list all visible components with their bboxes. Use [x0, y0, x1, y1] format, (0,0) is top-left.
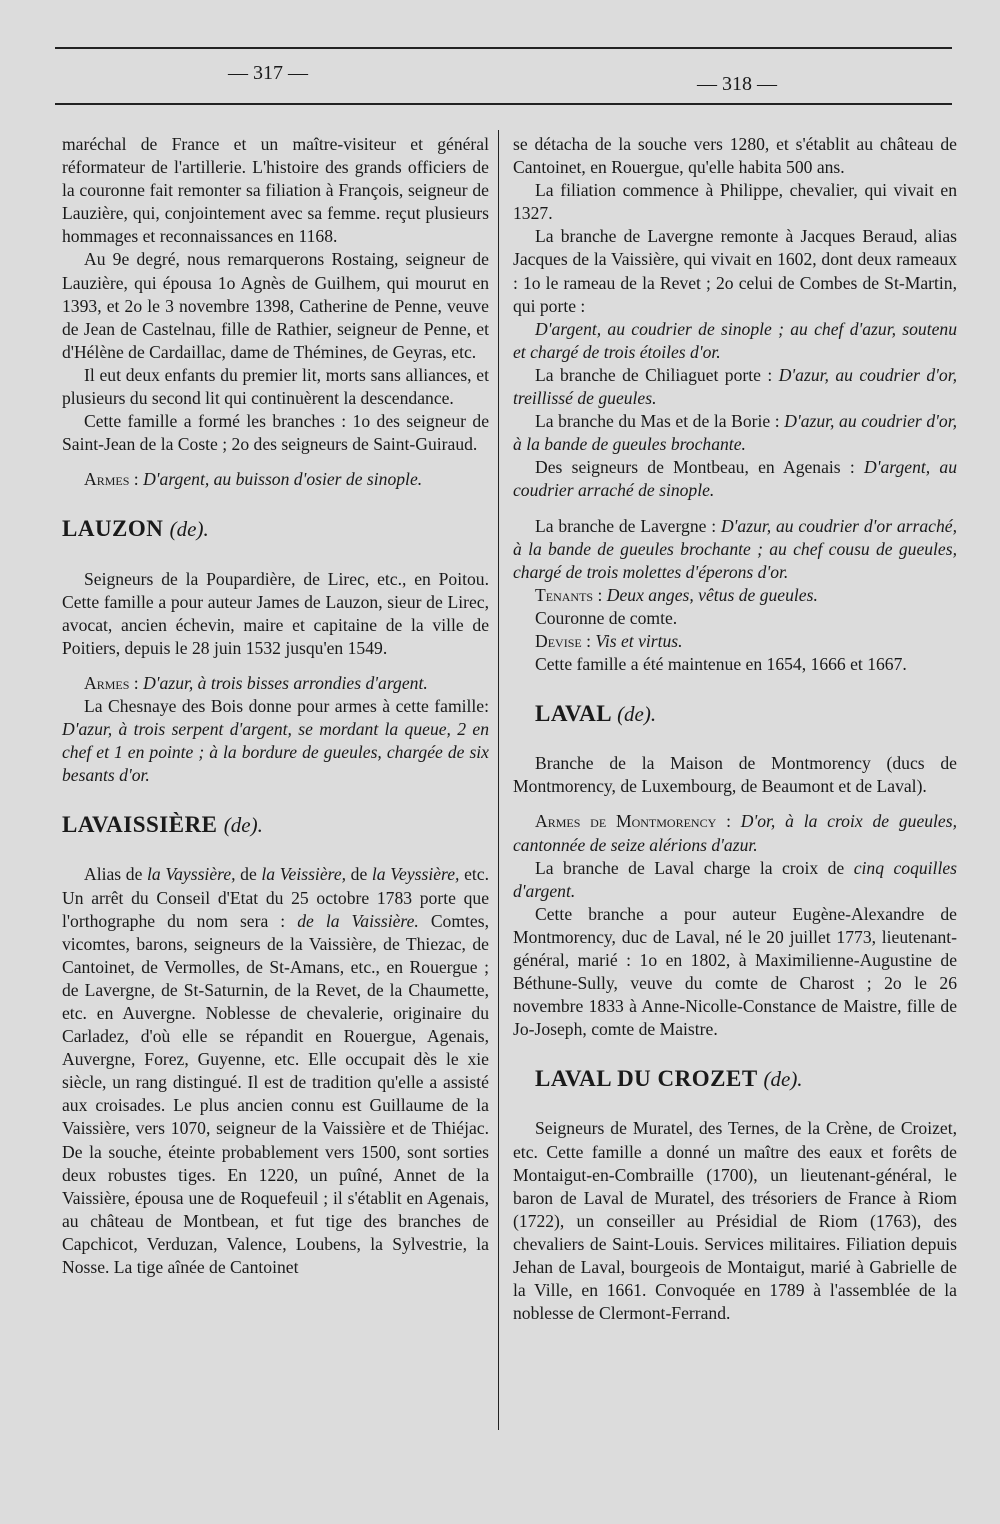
entry-particle: (de). — [617, 702, 657, 727]
column-divider — [498, 130, 499, 1430]
arms-label: Armes : — [84, 469, 139, 490]
blazon-paragraph — [513, 318, 957, 364]
paragraph: Cette branche a pour auteur Eugène-Alexandre de Montmorency, duc de Laval, né le 20 juillet 1773, lieutenant-général, marié : 1o en 1802, à Maximilienne-Augustine de Béthune-Sully, veuve du comte de Charost ; 2o le 26 novembre 1833 à Anne-Nicolle-Constance de Maistre, fille de Jo-Joseph, comte de Maistre. — [513, 903, 957, 1040]
blazon-run: D'azur, à trois serpent d'argent, se mordant la queue, 2 en chef et 1 en pointe ; à la bordure de gueules, chargée de six besants d'or. — [62, 719, 489, 786]
text-run: de — [350, 864, 368, 885]
arms-label: Armes : — [84, 672, 139, 693]
text-run: La branche du Mas et de la Borie : — [535, 411, 780, 432]
paragraph: Branche de la Maison de Montmorency (ducs de Montmorency, de Luxembourg, de Beaumont et de Laval). — [513, 753, 957, 797]
tenants-paragraph — [513, 584, 957, 607]
text-run: Des seigneurs de Montbeau, en Agenais : — [535, 457, 855, 478]
blazon-run: D'azur, au coudrier d'or arraché, à la bande de gueules brochante ; au chef cousu de gueules, chargé de trois molettes d'éperons d'or. — [513, 515, 957, 582]
paragraph: Il eut deux enfants du premier lit, morts sans alliances, et plusieurs du second lit qui continuèrent la descendance. — [62, 364, 489, 409]
text-run: etc. Un arrêt du Conseil d'Etat du 25 octobre 1783 porte que l'orthographe du nom sera : — [62, 864, 489, 931]
paragraph: La branche de Lavergne remonte à Jacques Beraud, alias Jacques de la Vaissière, qui vivait en 1602, dont deux rameaux : 1o le rameau de la Revet ; 2o celui de Combes de St-Martin, qui porte : — [513, 226, 957, 316]
text-run: Alias de — [84, 864, 143, 885]
text-run: de — [240, 864, 257, 885]
page-number-right: — 318 — — [697, 73, 777, 95]
paragraph — [62, 695, 489, 787]
paragraph: se détacha de la souche vers 1280, et s'établit au château de Cantoinet, en Rouergue, qu'elle habita 500 ans. — [513, 134, 957, 178]
paragraph: Seigneurs de Muratel, des Ternes, de la Crène, de Croizet, etc. Cette famille a donné un maître des eaux et forêts de Montaigut-en-Combraille (1700), un lieutenant-général, le baron de Laval de Muratel, des trésoriers de France à Riom (1722), un conseiller au Présidial de Riom (1763), des chevaliers de Saint-Louis. Services militaires. Filiation depuis Jehan de Laval, bourgeois de Montaigut, marié à Gabrielle de la Ville, en 1661. Convoquée en 1789 à l'assemblée de la noblesse de Clermont-Ferrand. — [513, 1118, 957, 1324]
paragraph — [513, 456, 957, 502]
entry-name: LAVAL — [535, 701, 611, 727]
entry-name: LAVAL DU CROZET — [535, 1066, 758, 1092]
couronne-paragraph: Couronne de comte. — [535, 607, 678, 628]
blazon-run: D'azur, au coudrier d'or, treillissé de gueules. — [513, 364, 957, 409]
header-rule — [55, 103, 952, 105]
text-run: la Vayssière, — [147, 864, 236, 885]
paragraph: Cette famille a été maintenue en 1654, 1666 et 1667. — [535, 654, 907, 675]
paragraph — [513, 515, 957, 584]
blazon-run: D'azur, au coudrier d'or, à la bande de gueules brochante. — [513, 411, 957, 455]
blazon-run: D'argent, au coudrier arraché de sinople. — [513, 457, 958, 501]
arms-label: Armes de Montmorency : — [535, 811, 731, 832]
text-run: la Veyssière, — [371, 864, 460, 885]
text-run: La Chesnaye des Bois donne pour armes à cette famille: — [84, 695, 489, 716]
paragraph: Cette famille a formé les branches : 1o des seigneur de Saint-Jean de la Coste ; 2o des seigneurs de Saint-Guiraud. — [62, 411, 489, 455]
paragraph — [513, 857, 957, 903]
tenants-label: Tenants : — [535, 584, 603, 605]
left-column — [62, 133, 489, 1279]
text-run: de la Vaissière. — [297, 910, 419, 931]
entry-heading-laval — [513, 702, 957, 726]
paragraph — [513, 410, 957, 456]
entry-heading-lauzon — [62, 517, 489, 541]
text-run: La branche de Lavergne : — [535, 515, 717, 536]
entry-name: LAUZON — [62, 516, 164, 542]
devise-text: Vis et virtus. — [595, 630, 683, 651]
text-run: Comtes, vicomtes, barons, seigneurs de la Vaissière, de Thiezac, de Cantoinet, de Vermolles, de St-Amans, etc., en Rouergue ; de Lavergne, de St-Saturnin, de la Revet, de la Chaumette, etc. en Auvergne. Noblesse de chevalerie, originaire du Carladez, d'où elle se répandit en Rouergue, Agenais, Auvergne, Forez, Guyenne, etc. Elle occupait dès le xie siècle, un rang distingué. Il est de tradition qu'elle a assisté aux croisades. Le plus ancien connu est Guillaume de la Vaissière, vers 1070, seigneur de la Vaissière et de Thiéjac. De la souche, éteinte probablement vers 1500, sont sorties deux robustes tiges. En 1220, un puîné, Annet de la Vaissière, épousa une de Roquefeuil ; il s'établit en Agenais, au château de Montbean, et fut tige des branches de Capchicot, Verduzan, Valence, Loubens, la Sylvestrie, la Nosse. La tige aînée de Cantoinet — [62, 910, 489, 1278]
arms-blazon: D'argent, au buisson d'osier de sinople. — [143, 469, 423, 490]
entry-heading-lavaissiere — [62, 813, 489, 837]
arms-blazon: D'or, à la croix de gueules, cantonnée de seize alérions d'azur. — [513, 811, 957, 855]
text-run: La branche de Laval charge la croix de — [535, 857, 845, 878]
entry-particle: (de). — [169, 517, 209, 542]
paragraph: maréchal de France et un maître-visiteur et général réformateur de l'artillerie. L'histoire des grands officiers de la couronne fait remonter sa filiation à François, seigneur de Lauzière, qui, conjointement avec sa femme. reçut plusieurs hommages et reconnaissances en 1168. — [62, 134, 489, 247]
top-rule — [55, 47, 952, 49]
paragraph: Au 9e degré, nous remarquerons Rostaing, seigneur de Lauzière, qui épousa 1o Agnès de Guilhem, qui mourut en 1393, et 2o le 3 novembre 1398, Catherine de Penne, veuve de Jean de Castelnau, fille de Rathier, seigneur de Penne, et d'Hélène de Cardaillac, dame de Thémines, de Geyras, etc. — [62, 249, 489, 362]
entry-name: LAVAISSIÈRE — [62, 812, 218, 838]
paragraph: Seigneurs de la Poupardière, de Lirec, etc., en Poitou. Cette famille a pour auteur James de Lauzon, sieur de Lirec, avocat, ancien échevin, maire et capitaine de la ville de Poitiers, depuis le 28 juin 1532 jusqu'en 1549. — [62, 568, 489, 658]
text-run: la Veissière, — [261, 864, 347, 885]
arms-paragraph — [62, 672, 489, 695]
devise-paragraph — [513, 630, 957, 653]
paragraph — [62, 863, 489, 1279]
entry-heading-laval-du-crozet — [513, 1067, 957, 1091]
page-number-left: — 317 — — [228, 62, 308, 84]
tenants-text: Deux anges, vêtus de gueules. — [606, 584, 818, 605]
right-column — [513, 133, 957, 1325]
text-run: La branche de Chiliaguet porte : — [535, 364, 773, 385]
arms-paragraph — [513, 810, 957, 856]
paragraph: La filiation commence à Philippe, chevalier, qui vivait en 1327. — [513, 180, 957, 224]
blazon-run: cinq coquilles d'argent. — [513, 857, 957, 901]
paragraph — [513, 364, 957, 410]
entry-particle: (de). — [763, 1067, 803, 1092]
devise-label: Devise : — [535, 630, 591, 651]
blazon-run: D'argent, au coudrier de sinople ; au chef d'azur, soutenu et chargé de trois étoiles d'or. — [513, 318, 957, 362]
arms-paragraph — [62, 468, 489, 491]
arms-blazon: D'azur, à trois bisses arrondies d'argent. — [143, 672, 428, 693]
entry-particle: (de). — [223, 813, 263, 838]
